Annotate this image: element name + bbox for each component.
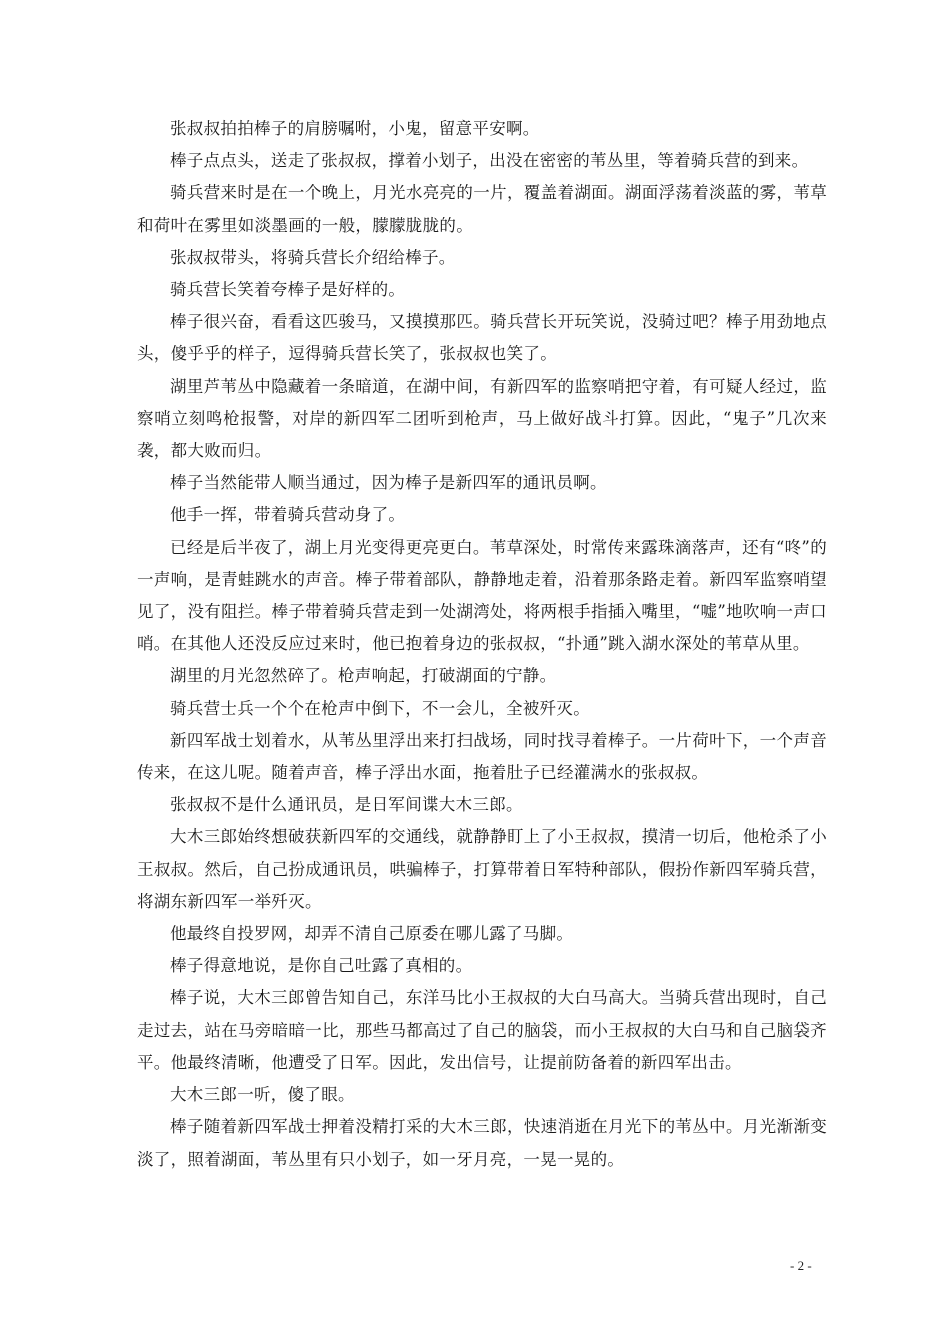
paragraph: 棒子点点头，送走了张叔叔，撑着小划子，出没在密密的苇丛里，等着骑兵营的到来。 — [170, 151, 809, 171]
paragraph: 已经是后半夜了，湖上月光变得更亮更白。苇草深处，时常传来露珠滴落声，还有“咚”的一声响，是青蛙跳水的声音。棒子带着部队，静静地走着，沿着那条路走着。新四军监察哨望见了，没有阻拦。棒子带着骑兵营走到一处湖湾处，将两根手指插入嘴里，“嘘”地吹响一声口哨。在其他人还没反应过来时，他已抱着身边的张叔叔，“扑通”跳入湖水深处的苇草从里。 — [137, 537, 827, 654]
paragraph: 棒子说，大木三郎曾告知自己，东洋马比小王叔叔的大白马高大。当骑兵营出现时，自己走过去，站在马旁暗暗一比，那些马都高过了自己的脑袋，而小王叔叔的大白马和自己脑袋齐平。他最终清晰，他遭受了日军。因此，发出信号，让提前防备着的新四军出击。 — [137, 988, 827, 1072]
paragraph: 棒子得意地说，是你自己吐露了真相的。 — [170, 956, 473, 976]
story-body — [137, 113, 827, 1176]
paragraph: 张叔叔不是什么通讯员，是日军间谍大木三郎。 — [170, 795, 523, 815]
paragraph: 棒子当然能带人顺当通过，因为棒子是新四军的通讯员啊。 — [170, 473, 607, 493]
paragraph: 他手一挥，带着骑兵营动身了。 — [170, 505, 406, 525]
page-number: - 2 - — [790, 1258, 812, 1273]
paragraph: 湖里的月光忽然碎了。枪声响起，打破湖面的宁静。 — [170, 666, 557, 686]
paragraph: 棒子随着新四军战士押着没精打采的大木三郎，快速消逝在月光下的苇丛中。月光渐渐变淡了，照着湖面，苇丛里有只小划子，如一牙月亮，一晃一晃的。 — [137, 1117, 827, 1169]
paragraph: 骑兵营来时是在一个晚上，月光水亮亮的一片，覆盖着湖面。湖面浮荡着淡蓝的雾，苇草和荷叶在雾里如淡墨画的一般，朦朦胧胧的。 — [137, 183, 827, 235]
paragraph: 他最终自投罗网，却弄不清自己原委在哪儿露了马脚。 — [170, 924, 574, 944]
paragraph: 新四军战士划着水，从苇丛里浮出来打扫战场，同时找寻着棒子。一片荷叶下，一个声音传来，在这儿呢。随着声音，棒子浮出水面，拖着肚子已经灌满水的张叔叔。 — [137, 730, 827, 783]
paragraph: 湖里芦苇丛中隐藏着一条暗道，在湖中间，有新四军的监察哨把守着，有可疑人经过，监察哨立刻鸣枪报警，对岸的新四军二团听到枪声，马上做好战斗打算。因此，“鬼子”几次来袭，都大败而归。 — [137, 376, 827, 461]
paragraph: 骑兵营长笑着夸棒子是好样的。 — [170, 280, 406, 300]
paragraph: 张叔叔拍拍棒子的肩膀嘱咐，小鬼，留意平安啊。 — [170, 119, 540, 138]
paragraph: 棒子很兴奋，看看这匹骏马，又摸摸那匹。骑兵营长开玩笑说，没骑过吧？棒子用劲地点头，傻乎乎的样子，逗得骑兵营长笑了，张叔叔也笑了。 — [137, 312, 827, 364]
paragraph: 骑兵营士兵一个个在枪声中倒下，不一会儿，全被歼灭。 — [170, 698, 590, 718]
paragraph: 大木三郎始终想破获新四军的交通线，就静静盯上了小王叔叔，摸清一切后，他枪杀了小王叔叔。然后，自己扮成通讯员，哄骗棒子，打算带着日军特种部队，假扮作新四军骑兵营，将湖东新四军一举歼灭。 — [137, 827, 827, 911]
paragraph: 大木三郎一听，傻了眼。 — [170, 1085, 355, 1105]
paragraph: 张叔叔带头，将骑兵营长介绍给棒子。 — [170, 247, 456, 267]
